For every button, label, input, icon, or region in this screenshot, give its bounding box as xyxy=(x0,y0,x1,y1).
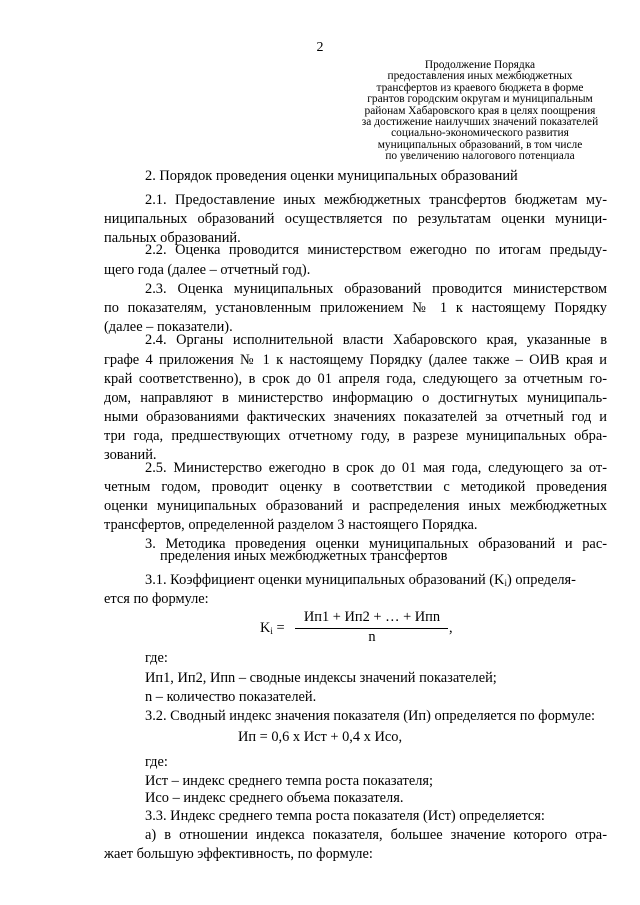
header-line: районам Хабаровского края в целях поощрения xyxy=(364,104,596,117)
paragraph-3-3-a-line: жает большую эффективность, по формуле: xyxy=(104,846,373,862)
section-2-title: 2. Порядок проведения оценки муниципальных образований xyxy=(145,168,518,184)
definition-line: Ип1, Ип2, Ипn – сводные индексы значений показателей; xyxy=(145,670,497,686)
paragraph-3-1-line xyxy=(145,572,607,589)
paragraph-3-3: 3.3. Индекс среднего темпа роста показателя (Ист) определяется: xyxy=(145,808,545,824)
header-line: предоставления иных межбюджетных xyxy=(387,70,573,83)
paragraph-3-1-line: ется по формуле: xyxy=(104,591,209,607)
paragraph-2-5-line: трансфертов, определенной разделом 3 настоящего Порядка. xyxy=(104,517,478,533)
header-line: трансфертов из краевого бюджета в форме xyxy=(376,81,584,94)
paragraph-2-1-line: 2.1. Предоставление иных межбюджетных трансфертов бюджетам му- xyxy=(145,192,607,208)
paragraph-3-2: 3.2. Сводный индекс значения показателя (Ип) определяется по формуле: xyxy=(145,708,596,724)
section-3-title: пределения иных межбюджетных трансфертов xyxy=(160,548,448,564)
definition-line: n – количество показателей. xyxy=(145,689,317,705)
paragraph-2-5-line: четным годом, проводит оценку в соответствии с методикой проведения xyxy=(104,479,607,495)
header-line: за достижение наилучших значений показателей xyxy=(361,116,599,129)
definition-line: Ист – индекс среднего темпа роста показателя; xyxy=(145,773,434,789)
paragraph-2-1-line: пальных образований. xyxy=(104,230,241,246)
paragraph-2-4-line: зований. xyxy=(104,447,157,463)
paragraph-2-4-line: 2.4. Органы исполнительной власти Хабаровского края, указанные в xyxy=(145,332,607,348)
formula-1-lhs xyxy=(260,620,285,637)
formula-1-k: K xyxy=(260,620,271,636)
paragraph-2-2-line: 2.2. Оценка проводится министерством ежегодно по итогам предыду- xyxy=(145,242,607,258)
paragraph-3-3-a-line: а) в отношении индекса показателя, большее значение которого отра- xyxy=(145,827,607,843)
formula-1-sub: i xyxy=(270,626,273,636)
formula-1-denominator: n xyxy=(368,629,376,645)
paragraph-2-2-line: щего года (далее – отчетный год). xyxy=(104,262,311,278)
page-number: 2 xyxy=(316,40,324,55)
header-line: по увеличению налогового потенциала xyxy=(385,150,575,163)
paragraph-3-1-text: ) определя- xyxy=(506,572,576,588)
header-line: Продолжение Порядка xyxy=(424,59,536,71)
section-3-title: 3. Методика проведения оценки муниципальных образований и рас- xyxy=(145,536,607,552)
formula-1-eq: = xyxy=(272,620,285,636)
paragraph-2-5-line: оценки муниципальных образований и распределения иных межбюджетных xyxy=(104,498,607,514)
formula-2: Ип = 0,6 х Ист + 0,4 х Исо, xyxy=(237,729,403,745)
paragraph-2-3-line: (далее – показатели). xyxy=(104,319,233,335)
paragraph-2-4-line: ными образованиями фактических значениях показателей за отчетный год и xyxy=(104,409,607,425)
paragraph-2-1-line: ниципальных образований осуществляется по результатам оценки муници- xyxy=(104,211,607,227)
paragraph-2-4-line: дом, направляют в министерство информацию о достигнутых муниципаль- xyxy=(104,390,607,406)
where-label: где: xyxy=(145,650,168,666)
paragraph-2-4-line: три года, предшествующих отчетному году, в разрезе муниципальных обра- xyxy=(104,428,607,444)
definition-line: Исо – индекс среднего объема показателя. xyxy=(145,790,404,806)
paragraph-2-5-line: 2.5. Министерство ежегодно в срок до 01 мая года, следующего за от- xyxy=(145,460,607,476)
paragraph-2-3-line: по показателям, установленным приложением № 1 к настоящему Порядку xyxy=(104,300,607,316)
paragraph-2-4-line: край соответственно), в срок до 01 апреля года, следующего за отчетным го- xyxy=(104,371,607,387)
header-line: грантов городским округам и муниципальным xyxy=(367,93,593,106)
header-line: социально-экономического развития xyxy=(391,127,569,140)
header-line: муниципальных образований, в том числе xyxy=(377,138,583,151)
appendix-header xyxy=(350,60,610,163)
formula-1-tail: , xyxy=(449,620,453,636)
paragraph-2-3-line: 2.3. Оценка муниципальных образований проводится министерством xyxy=(145,281,607,297)
subscript-i: i xyxy=(504,578,507,588)
paragraph-2-4-line: графе 4 приложения № 1 к настоящему Порядку (далее также – ОИВ края и xyxy=(104,352,607,368)
where-label: где: xyxy=(145,754,168,770)
formula-1-numerator: Ип1 + Ип2 + … + Ипn xyxy=(303,609,441,625)
paragraph-3-1-text: 3.1. Коэффициент оценки муниципальных образований (K xyxy=(145,572,505,588)
